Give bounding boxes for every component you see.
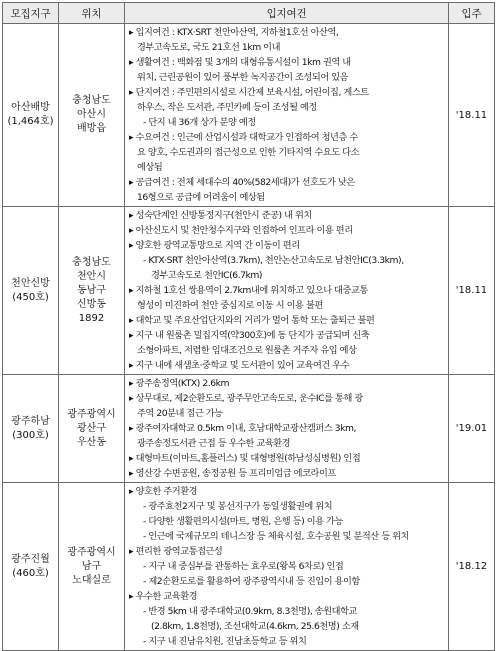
- move-in-cell: '18.11: [449, 24, 495, 207]
- location-line: 신방동: [77, 298, 106, 310]
- condition-line: ▸ 양호한 광역교통망으로 지역 간 이동이 편리: [129, 240, 300, 251]
- condition-line: ▸ 광주송정역(KTX) 2.6km: [129, 378, 229, 389]
- district-cell: [3, 207, 59, 375]
- header-location: 위치: [59, 3, 125, 24]
- condition-line: - 반경 5km 내 광주대학교(0.9km, 8.3천명), 송원대학교: [143, 606, 357, 617]
- location-line: 배방읍: [77, 123, 106, 134]
- location-line: 노대실로: [72, 574, 111, 586]
- condition-line: ▸ 수요여건 : 인근에 산업시설과 대학교가 인접하여 청년층 수: [129, 132, 358, 143]
- district-name: 아산배방: [11, 102, 50, 113]
- location-line: 충청남도: [72, 256, 111, 268]
- header-move-in: 입주: [449, 3, 495, 24]
- location-cell: [59, 24, 125, 207]
- condition-line: 16형으로 공급에 어려움이 예상됨: [137, 192, 265, 203]
- district-units: (450호): [12, 291, 49, 303]
- condition-line: 경부고속도로 천안IC(6.7km): [151, 270, 262, 281]
- conditions-cell: [125, 24, 449, 207]
- condition-line: ▸ 입지여건 : KTX·SRT 천안아산역, 지하철1호선 아산역,: [129, 27, 339, 38]
- condition-line: ▸ 공급여건 : 전체 세대수의 40%(582세대)가 선호도가 낮은: [129, 177, 355, 188]
- condition-line: - 지구 내 진남유치원, 진남초등학교 등 위치: [143, 636, 307, 647]
- header-row: [3, 3, 495, 24]
- location-line: 천안시: [77, 270, 106, 282]
- condition-line: ▸ 아산신도시 및 천안청수지구와 인접하여 인프라 이용 편리: [129, 225, 353, 236]
- condition-line: ▸ 지구 내에 새샘초·중학교 및 도서관이 있어 교육여건 우수: [129, 360, 350, 371]
- condition-line: - 다양한 생활편의시설(마트, 병원, 은행 등) 이용 가능: [143, 516, 343, 527]
- condition-line: 소형아파트, 저렴한 임대조건으로 원룸촌 거주자 유입 예상: [137, 345, 357, 356]
- district-units: (1,464호): [7, 116, 54, 127]
- district-cell: [3, 483, 59, 651]
- condition-line: ▸ 우수한 교육환경: [129, 591, 198, 602]
- location-line: 동남구: [77, 284, 106, 296]
- condition-line: 예상됨: [137, 162, 163, 173]
- condition-line: ▸ 편리한 광역교통접근성: [129, 546, 223, 557]
- housing-site-table: [2, 2, 495, 651]
- conditions-cell: [125, 207, 449, 375]
- condition-line: - 광주효천2지구 및 봉선지구가 동일생활권에 위치: [143, 501, 333, 512]
- condition-line: - 인근에 국제규모의 테니스장 등 체육시설, 호수공원 및 분적산 등 위치: [143, 531, 409, 542]
- district-units: (300호): [12, 429, 49, 441]
- district-units: (460호): [12, 567, 49, 579]
- move-in-cell: '18.11: [449, 207, 495, 375]
- condition-line: ▸ 상무대로, 제2순환도로, 광주무안고속도로, 운수IC를 통해 광: [129, 393, 363, 404]
- table-row: [3, 483, 495, 651]
- condition-line: 요 양호, 수도권과의 접근성으로 인한 기타지역 수요도 다소: [137, 147, 359, 158]
- header-district: 모집지구: [3, 3, 59, 24]
- location-line: 충청남도: [72, 95, 111, 106]
- table-row: [3, 207, 495, 375]
- condition-line: 주역 20분내 접근 가능: [137, 408, 223, 419]
- move-in-cell: '19.01: [449, 375, 495, 483]
- table-row: [3, 24, 495, 207]
- condition-line: ▸ 영산강 수변공원, 송정공원 등 프리미엄급 에코라이프: [129, 468, 336, 479]
- conditions-cell: [125, 375, 449, 483]
- condition-line: ▸ 대형마트(이마트,홈플러스) 및 대형병원(하남성심병원) 인접: [129, 453, 361, 464]
- condition-line: - 지구 내 중심부를 관통하는 효우로(왕복 6차로) 인접: [143, 561, 344, 572]
- location-line: 광주광역시: [67, 408, 116, 420]
- condition-line: ▸ 광주여자대학교 0.5km 이내, 호남대학교광산캠퍼스 3km,: [129, 423, 356, 434]
- table-row: [3, 375, 495, 483]
- condition-line: - 제2순환도로를 활용하여 광주광역시내 등 진입이 용이함: [143, 576, 360, 587]
- district-cell: [3, 375, 59, 483]
- header-conditions: 입지여건: [125, 3, 449, 24]
- move-in-cell: '18.12: [449, 483, 495, 651]
- condition-line: - 단지 내 36개 상가 분양 예정: [143, 117, 256, 128]
- condition-line: (2.8km, 1.8천명), 조선대학교(4.6km, 25.6천명) 소재: [151, 621, 359, 632]
- location-cell: [59, 483, 125, 651]
- location-line: 광산구: [77, 422, 106, 434]
- location-line: 광주광역시: [67, 546, 116, 558]
- condition-line: ▸ 양호한 주거환경: [129, 486, 198, 497]
- condition-line: 위치, 근린공원이 있어 풍부한 녹지공간이 조성되어 있음: [137, 72, 349, 83]
- condition-line: 형성이 미진하여 천안 중심지로 이동 시 이용 불편: [137, 300, 323, 311]
- district-name: 천안신방: [11, 277, 50, 289]
- condition-line: 경부고속도로, 국도 21호선 1km 이내: [137, 42, 281, 53]
- location-cell: [59, 207, 125, 375]
- condition-line: - KTX·SRT 천안아산역(3.7km), 천안논산고속도로 남천안IC(3.3km),: [143, 255, 404, 266]
- condition-line: ▸ 성숙단계인 신방통정지구(천안시 준공) 내 위치: [129, 210, 312, 221]
- location-line: 남구: [81, 560, 102, 572]
- district-cell: [3, 24, 59, 207]
- location-cell: [59, 375, 125, 483]
- condition-line: ▸ 단지여건 : 주민편의시설로 시간제 보육시설, 어린이집, 게스트: [129, 87, 369, 98]
- condition-line: ▸ 생활여건 : 백화점 및 3개의 대형유통시설이 1km 권역 내: [129, 57, 351, 68]
- district-name: 광주하남: [11, 415, 50, 427]
- condition-line: ▸ 지구 내 원룸촌 밀집지역(약300호)에 동 단지가 공급되며 신축: [129, 330, 370, 341]
- condition-line: 광주송정도서관 근접 등 우수한 교육환경: [137, 438, 291, 449]
- district-name: 광주진월: [11, 553, 50, 565]
- location-line: 아산시: [77, 109, 106, 120]
- conditions-cell: [125, 483, 449, 651]
- location-line: 우산동: [77, 436, 106, 448]
- location-line: 1892: [78, 312, 105, 324]
- condition-line: ▸ 대학교 및 주요산업단지와의 거리가 멀어 통학 또는 출퇴근 불편: [129, 315, 375, 326]
- condition-line: 하우스, 작은 도서관, 주민카페 등이 조성될 예정: [137, 102, 317, 113]
- condition-line: ▸ 지하철 1호선 쌍용역이 2.7km내에 위치하고 있으나 대중교통: [129, 285, 368, 296]
